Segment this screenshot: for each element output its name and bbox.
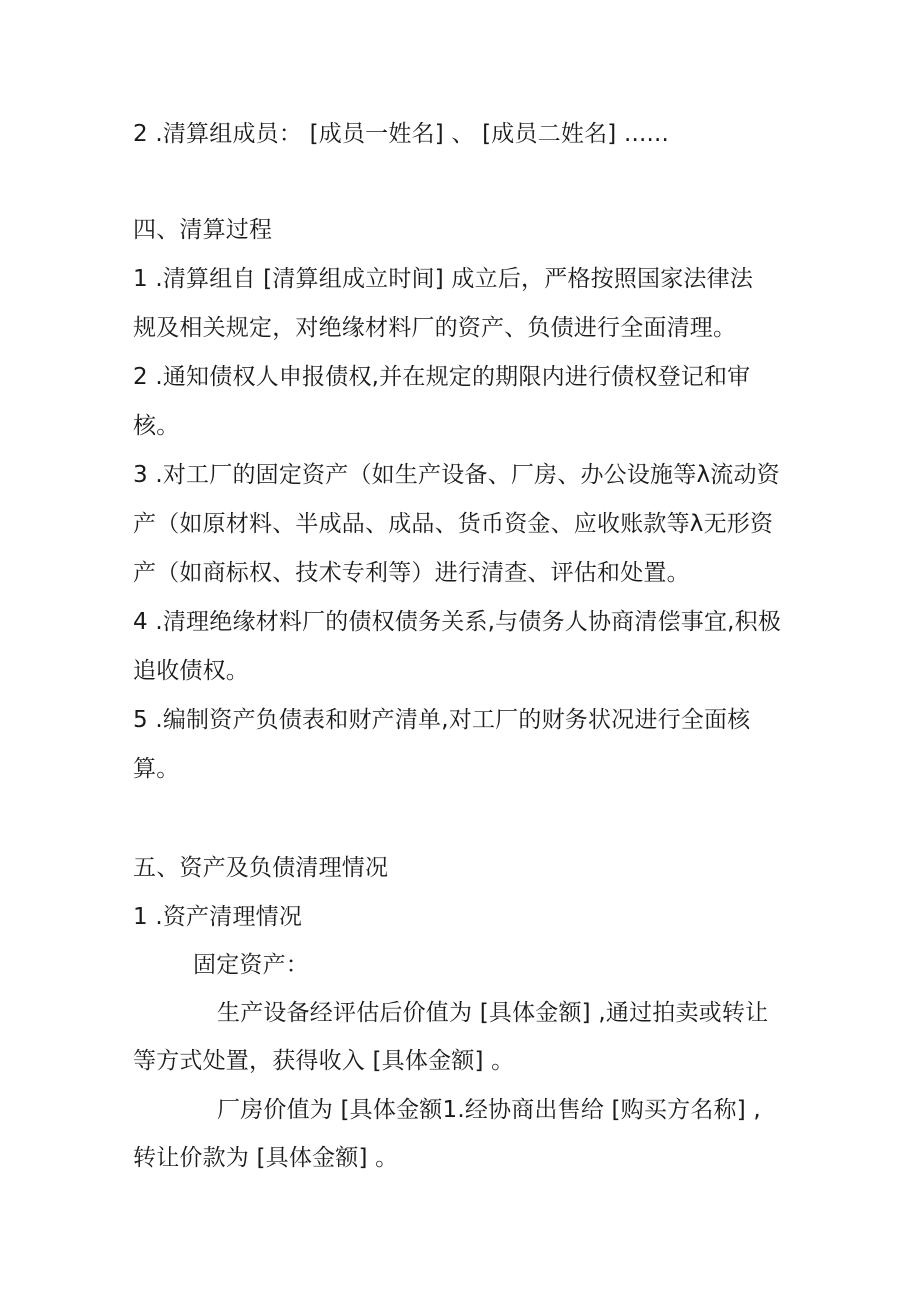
plant-line-1: 厂房价值为 [具体金额1.经协商出售给 [购买方名称] , [217, 1097, 761, 1123]
process-item-4-line-1: 4 .清理绝缘材料厂的债权债务关系,与债务人协商清偿事宜,积极 [133, 609, 782, 635]
subsection-asset-clearing: 1 .资产清理情况 [133, 904, 303, 930]
process-item-2-line-2: 核。 [133, 413, 180, 439]
process-item-5-line-2: 算。 [133, 756, 180, 782]
section-heading-liquidation-process: 四、清算过程 [133, 217, 273, 243]
process-item-2-line-1: 2 .通知债权人申报债权,并在规定的期限内进行债权登记和审 [133, 364, 751, 390]
process-item-3-line-2: 产（如原材料、半成品、成品、货币资金、应收账款等λ无形资 [133, 511, 774, 537]
process-item-5-line-1: 5 .编制资产负债表和财产清单,对工厂的财务状况进行全面核 [133, 707, 751, 733]
fixed-assets-label: 固定资产： [193, 952, 309, 978]
section-heading-assets-liabilities: 五、资产及负债清理情况 [133, 855, 389, 881]
process-item-1-line-1: 1 .清算组自 [清算组成立时间] 成立后，严格按照国家法律法 [133, 266, 754, 292]
liquidation-members-line: 2 .清算组成员： [成员一姓名] 、 [成员二姓名] ...... [133, 121, 670, 147]
equipment-line-1: 生产设备经评估后价值为 [具体金额] ,通过拍卖或转让 [217, 1000, 769, 1026]
process-item-4-line-2: 追收债权。 [133, 658, 249, 684]
process-item-3-line-1: 3 .对工厂的固定资产（如生产设备、厂房、办公设施等λ流动资 [133, 462, 780, 488]
plant-line-2: 转让价款为 [具体金额] 。 [133, 1145, 399, 1171]
process-item-3-line-3: 产（如商标权、技术专利等）进行清查、评估和处置。 [133, 560, 690, 586]
process-item-1-line-2: 规及相关规定，对绝缘材料厂的资产、负债进行全面清理。 [133, 315, 737, 341]
equipment-line-2: 等方式处置，获得收入 [具体金额] 。 [133, 1048, 515, 1074]
